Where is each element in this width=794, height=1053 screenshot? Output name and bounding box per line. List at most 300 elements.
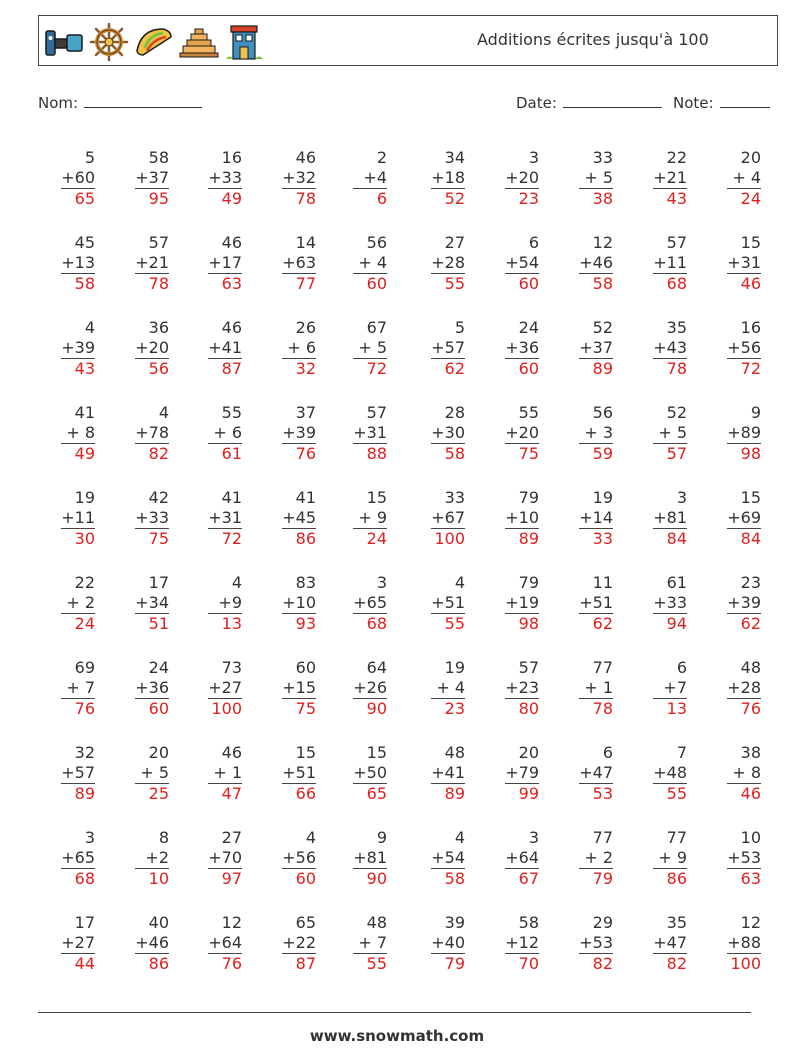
answer: 94	[653, 613, 687, 634]
addend-top: 5	[84, 148, 95, 167]
addend-top: 3	[676, 488, 687, 507]
answer: 87	[282, 953, 316, 974]
addend-top: 46	[221, 318, 242, 337]
problem	[256, 573, 316, 634]
addend-bottom: +23	[505, 678, 539, 697]
answer: 72	[727, 358, 761, 379]
addend-top: 35	[666, 318, 687, 337]
answer: 58	[431, 868, 465, 889]
addend-bottom: + 5	[658, 423, 687, 442]
addend-bottom: +37	[579, 338, 613, 357]
problem	[256, 658, 316, 719]
problem	[553, 403, 613, 464]
addend-bottom: +31	[727, 253, 761, 272]
answer: 51	[135, 613, 169, 634]
problem	[479, 318, 539, 379]
addend-top: 56	[592, 403, 613, 422]
answer: 78	[653, 358, 687, 379]
answer: 58	[579, 273, 613, 294]
problem	[701, 318, 761, 379]
name-label: Nom:	[38, 94, 79, 112]
addend-bottom: +22	[282, 933, 316, 952]
addend-top: 46	[221, 743, 242, 762]
addend-top: 77	[592, 828, 613, 847]
problem	[109, 913, 169, 974]
problem	[627, 913, 687, 974]
problem	[109, 573, 169, 634]
answer: 98	[727, 443, 761, 464]
score-label: Note:	[673, 94, 714, 112]
addend-top: 77	[592, 658, 613, 677]
addend-top: 58	[148, 148, 169, 167]
problem	[327, 318, 387, 379]
worksheet-title: Additions écrites jusqu'à 100	[477, 30, 709, 49]
addend-top: 33	[444, 488, 465, 507]
addend-top: 10	[740, 828, 761, 847]
addend-top: 61	[666, 573, 687, 592]
answer: 76	[727, 698, 761, 719]
answer: 86	[653, 868, 687, 889]
answer: 79	[579, 868, 613, 889]
addend-bottom: +31	[353, 423, 387, 442]
addend-top: 73	[221, 658, 242, 677]
answer: 63	[727, 868, 761, 889]
addend-bottom: +4	[363, 168, 387, 187]
addend-bottom: +17	[208, 253, 242, 272]
problem	[627, 828, 687, 889]
answer: 76	[61, 698, 95, 719]
date-label: Date:	[516, 94, 557, 112]
answer: 44	[61, 953, 95, 974]
addend-top: 64	[366, 658, 387, 677]
answer: 82	[135, 443, 169, 464]
addend-top: 15	[366, 488, 387, 507]
addend-top: 57	[366, 403, 387, 422]
answer: 99	[505, 783, 539, 804]
problem	[405, 743, 465, 804]
problem	[182, 913, 242, 974]
addend-top: 20	[148, 743, 169, 762]
answer: 89	[61, 783, 95, 804]
problem	[327, 233, 387, 294]
answer: 75	[505, 443, 539, 464]
answer: 55	[353, 953, 387, 974]
addend-bottom: +19	[505, 593, 539, 612]
problem	[256, 488, 316, 549]
addend-top: 3	[528, 828, 539, 847]
problem	[405, 488, 465, 549]
addend-top: 52	[666, 403, 687, 422]
problem	[553, 658, 613, 719]
addend-bottom: + 5	[358, 338, 387, 357]
date-field	[516, 93, 662, 112]
answer: 82	[579, 953, 613, 974]
answer: 89	[505, 528, 539, 549]
answer: 63	[208, 273, 242, 294]
addend-bottom: +65	[61, 848, 95, 867]
addend-top: 12	[592, 233, 613, 252]
answer: 97	[208, 868, 242, 889]
addend-bottom: +46	[135, 933, 169, 952]
problem	[327, 828, 387, 889]
problem	[627, 658, 687, 719]
answer: 93	[282, 613, 316, 634]
addend-bottom: + 8	[732, 763, 761, 782]
problem	[109, 828, 169, 889]
addend-bottom: +57	[61, 763, 95, 782]
problem	[553, 573, 613, 634]
name-blank-line	[84, 93, 202, 108]
addend-top: 9	[750, 403, 761, 422]
problem	[35, 488, 95, 549]
addend-top: 28	[444, 403, 465, 422]
addend-bottom: + 4	[436, 678, 465, 697]
addend-top: 17	[148, 573, 169, 592]
addend-bottom: +18	[431, 168, 465, 187]
addend-bottom: +67	[431, 508, 465, 527]
addend-bottom: +89	[727, 423, 761, 442]
problem	[405, 233, 465, 294]
answer: 72	[353, 358, 387, 379]
addend-top: 4	[231, 573, 242, 592]
answer: 72	[208, 528, 242, 549]
problem	[627, 488, 687, 549]
problem	[701, 913, 761, 974]
answer: 77	[282, 273, 316, 294]
problem	[182, 403, 242, 464]
answer: 43	[61, 358, 95, 379]
problem	[182, 318, 242, 379]
footer-divider	[38, 1012, 751, 1013]
problem	[553, 148, 613, 209]
answer: 62	[431, 358, 465, 379]
addend-bottom: +37	[135, 168, 169, 187]
answer: 84	[653, 528, 687, 549]
problem	[182, 488, 242, 549]
addend-bottom: +13	[61, 253, 95, 272]
problem	[109, 658, 169, 719]
answer: 100	[727, 953, 761, 974]
problem	[256, 913, 316, 974]
addend-bottom: + 6	[287, 338, 316, 357]
problem	[109, 318, 169, 379]
addend-bottom: + 1	[584, 678, 613, 697]
addend-top: 34	[444, 148, 465, 167]
answer: 60	[135, 698, 169, 719]
addend-bottom: +50	[353, 763, 387, 782]
problem	[256, 743, 316, 804]
addend-bottom: +63	[282, 253, 316, 272]
addend-top: 17	[74, 913, 95, 932]
answer: 60	[505, 273, 539, 294]
addend-bottom: + 7	[358, 933, 387, 952]
addend-bottom: + 9	[358, 508, 387, 527]
answer: 30	[61, 528, 95, 549]
answer: 84	[727, 528, 761, 549]
answer: 68	[353, 613, 387, 634]
addend-bottom: +28	[727, 678, 761, 697]
addend-bottom: +7	[663, 678, 687, 697]
problem	[701, 658, 761, 719]
addend-top: 15	[740, 488, 761, 507]
problem	[627, 573, 687, 634]
answer: 61	[208, 443, 242, 464]
addend-top: 27	[221, 828, 242, 847]
answer: 90	[353, 698, 387, 719]
problem	[35, 148, 95, 209]
addend-top: 26	[295, 318, 316, 337]
addend-bottom: +2	[145, 848, 169, 867]
answer: 62	[579, 613, 613, 634]
problem	[479, 488, 539, 549]
addend-top: 20	[518, 743, 539, 762]
addend-bottom: + 5	[140, 763, 169, 782]
answer: 62	[727, 613, 761, 634]
answer: 65	[353, 783, 387, 804]
addend-bottom: +53	[579, 933, 613, 952]
answer: 60	[505, 358, 539, 379]
addend-bottom: +46	[579, 253, 613, 272]
addend-top: 56	[366, 233, 387, 252]
addend-bottom: +56	[282, 848, 316, 867]
answer: 57	[653, 443, 687, 464]
addend-top: 79	[518, 488, 539, 507]
answer: 68	[653, 273, 687, 294]
answer: 24	[727, 188, 761, 209]
addend-top: 11	[592, 573, 613, 592]
header-box	[38, 15, 778, 66]
problem	[256, 233, 316, 294]
problem	[182, 233, 242, 294]
answer: 90	[353, 868, 387, 889]
problem	[256, 828, 316, 889]
addend-top: 24	[148, 658, 169, 677]
addend-top: 19	[592, 488, 613, 507]
addend-top: 3	[84, 828, 95, 847]
addend-top: 46	[295, 148, 316, 167]
addend-top: 8	[158, 828, 169, 847]
answer: 76	[282, 443, 316, 464]
problem	[109, 148, 169, 209]
addend-bottom: +47	[579, 763, 613, 782]
addend-bottom: +39	[727, 593, 761, 612]
problem	[182, 573, 242, 634]
addend-top: 6	[528, 233, 539, 252]
addend-top: 36	[148, 318, 169, 337]
addend-bottom: +81	[653, 508, 687, 527]
addend-bottom: +60	[61, 168, 95, 187]
problem	[109, 403, 169, 464]
addend-bottom: +43	[653, 338, 687, 357]
problem	[701, 148, 761, 209]
problem	[405, 403, 465, 464]
addend-top: 4	[454, 573, 465, 592]
problem	[35, 403, 95, 464]
answer: 60	[353, 273, 387, 294]
answer: 68	[61, 868, 95, 889]
addend-top: 57	[518, 658, 539, 677]
addend-bottom: +31	[208, 508, 242, 527]
problem	[701, 233, 761, 294]
answer: 55	[431, 613, 465, 634]
answer: 58	[61, 273, 95, 294]
addend-top: 27	[444, 233, 465, 252]
addend-bottom: +79	[505, 763, 539, 782]
answer: 43	[653, 188, 687, 209]
addend-bottom: +34	[135, 593, 169, 612]
answer: 88	[353, 443, 387, 464]
answer: 67	[505, 868, 539, 889]
addend-top: 16	[221, 148, 242, 167]
addend-top: 20	[740, 148, 761, 167]
answer: 76	[208, 953, 242, 974]
addend-bottom: +33	[135, 508, 169, 527]
addend-bottom: +64	[505, 848, 539, 867]
addend-bottom: +53	[727, 848, 761, 867]
addend-top: 40	[148, 913, 169, 932]
addend-bottom: +21	[135, 253, 169, 272]
problem	[405, 913, 465, 974]
addend-bottom: +27	[208, 678, 242, 697]
answer: 49	[208, 188, 242, 209]
problem	[405, 318, 465, 379]
addend-bottom: + 2	[66, 593, 95, 612]
answer: 75	[135, 528, 169, 549]
header-icons	[43, 21, 268, 63]
answer: 87	[208, 358, 242, 379]
problem	[479, 828, 539, 889]
addend-top: 22	[74, 573, 95, 592]
answer: 25	[135, 783, 169, 804]
problem	[35, 318, 95, 379]
addend-top: 12	[221, 913, 242, 932]
addend-bottom: + 6	[213, 423, 242, 442]
problem	[627, 148, 687, 209]
addend-bottom: +20	[135, 338, 169, 357]
problem	[256, 148, 316, 209]
addend-top: 6	[602, 743, 613, 762]
addend-top: 58	[518, 913, 539, 932]
addend-top: 65	[295, 913, 316, 932]
addend-top: 15	[366, 743, 387, 762]
addend-top: 32	[74, 743, 95, 762]
problem	[553, 913, 613, 974]
addend-top: 3	[528, 148, 539, 167]
problem	[327, 573, 387, 634]
addend-top: 57	[666, 233, 687, 252]
problem	[553, 828, 613, 889]
answer: 6	[353, 188, 387, 209]
answer: 82	[653, 953, 687, 974]
problem	[35, 658, 95, 719]
addend-top: 52	[592, 318, 613, 337]
problem	[327, 488, 387, 549]
answer: 100	[208, 698, 242, 719]
answer: 24	[61, 613, 95, 634]
addend-top: 3	[376, 573, 387, 592]
addend-bottom: +88	[727, 933, 761, 952]
building-icon	[223, 21, 265, 63]
problem	[479, 658, 539, 719]
problem	[627, 318, 687, 379]
addend-top: 2	[376, 148, 387, 167]
problem	[701, 573, 761, 634]
addend-top: 9	[376, 828, 387, 847]
addend-bottom: +51	[579, 593, 613, 612]
addend-bottom: +10	[282, 593, 316, 612]
problem	[405, 148, 465, 209]
answer: 46	[727, 273, 761, 294]
addend-top: 45	[74, 233, 95, 252]
answer: 13	[653, 698, 687, 719]
answer: 53	[579, 783, 613, 804]
answer: 79	[431, 953, 465, 974]
answer: 23	[505, 188, 539, 209]
addend-top: 48	[444, 743, 465, 762]
addend-top: 55	[221, 403, 242, 422]
problem	[327, 658, 387, 719]
addend-bottom: +39	[61, 338, 95, 357]
addend-top: 79	[518, 573, 539, 592]
addend-bottom: +70	[208, 848, 242, 867]
problem	[701, 828, 761, 889]
addend-top: 46	[221, 233, 242, 252]
taco-icon	[133, 21, 175, 63]
problem	[553, 743, 613, 804]
problem	[256, 403, 316, 464]
addend-bottom: +81	[353, 848, 387, 867]
addend-top: 42	[148, 488, 169, 507]
addend-bottom: +32	[282, 168, 316, 187]
addend-bottom: + 2	[584, 848, 613, 867]
problem	[479, 233, 539, 294]
addend-top: 4	[84, 318, 95, 337]
problem	[35, 828, 95, 889]
addend-bottom: +47	[653, 933, 687, 952]
addend-bottom: +41	[431, 763, 465, 782]
answer: 78	[135, 273, 169, 294]
problem	[553, 318, 613, 379]
problem	[182, 743, 242, 804]
problem	[479, 573, 539, 634]
addend-top: 41	[74, 403, 95, 422]
problem	[35, 573, 95, 634]
name-field	[38, 93, 202, 112]
answer: 52	[431, 188, 465, 209]
answer: 95	[135, 188, 169, 209]
addend-top: 15	[740, 233, 761, 252]
addend-bottom: +48	[653, 763, 687, 782]
problem	[109, 743, 169, 804]
addend-bottom: + 8	[66, 423, 95, 442]
problem	[327, 403, 387, 464]
answer: 46	[727, 783, 761, 804]
addend-top: 33	[592, 148, 613, 167]
addend-top: 19	[444, 658, 465, 677]
addend-bottom: +69	[727, 508, 761, 527]
addend-top: 14	[295, 233, 316, 252]
answer: 13	[208, 613, 242, 634]
addend-top: 19	[74, 488, 95, 507]
date-blank-line	[563, 93, 662, 108]
addend-bottom: +36	[135, 678, 169, 697]
addend-bottom: +33	[208, 168, 242, 187]
answer: 86	[282, 528, 316, 549]
answer: 65	[61, 188, 95, 209]
addend-top: 67	[366, 318, 387, 337]
problem	[327, 148, 387, 209]
problem	[35, 913, 95, 974]
